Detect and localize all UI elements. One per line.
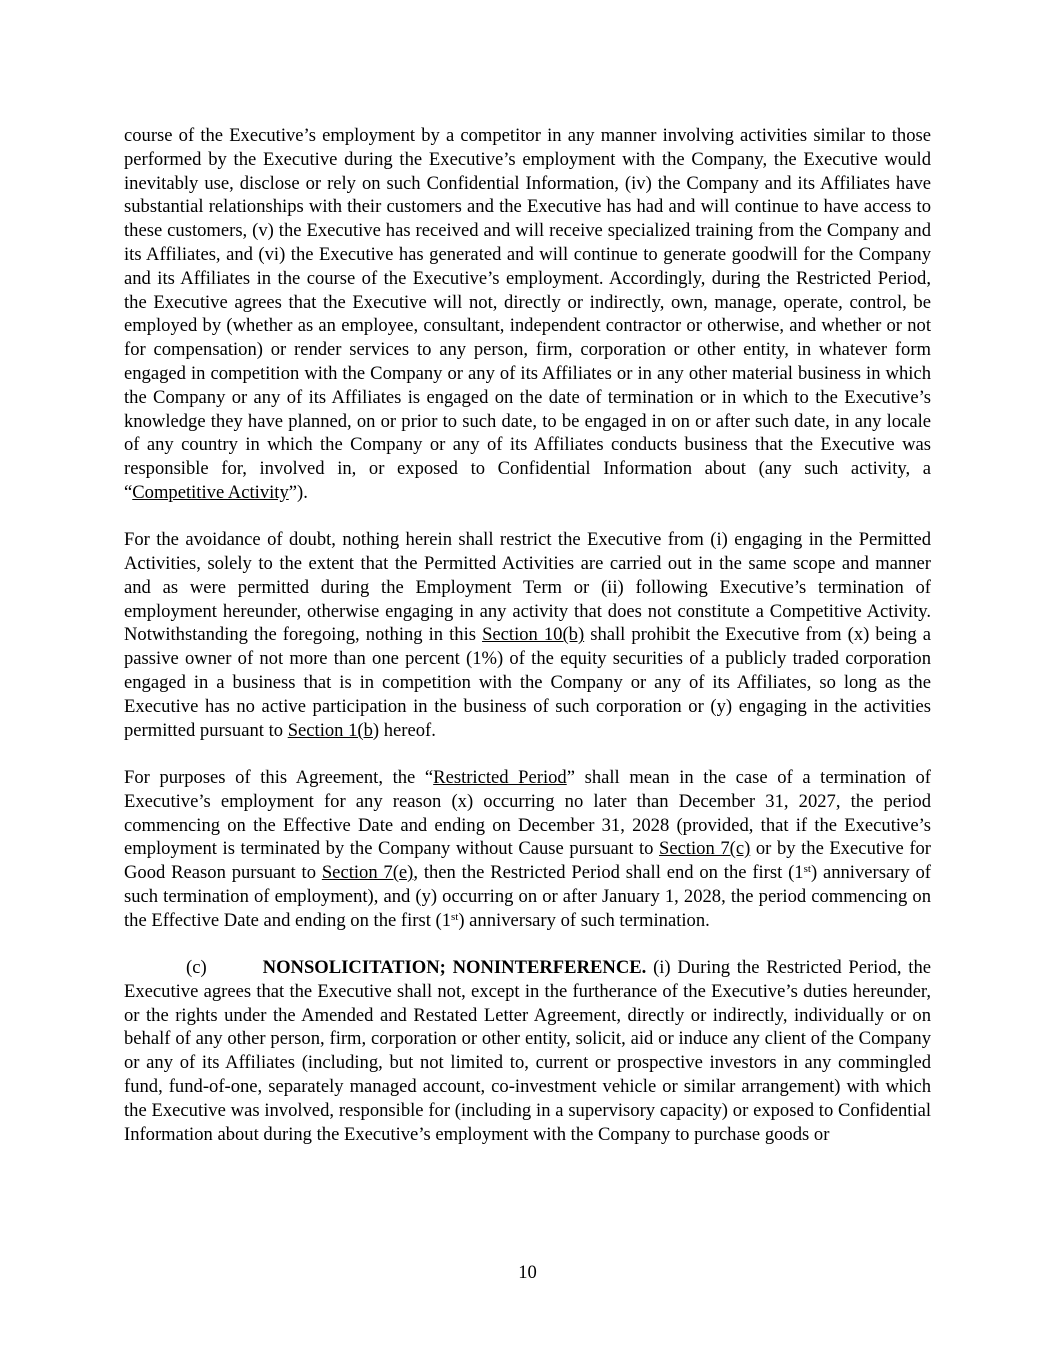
section-label: (c) — [186, 957, 207, 978]
page-number: 10 — [518, 1262, 537, 1283]
paragraph-text: For purposes of this Agreement, the “ — [124, 766, 434, 788]
section-reference-1b: Section 1(b) — [287, 719, 380, 741]
defined-term-restricted-period: Restricted Period — [433, 766, 567, 788]
paragraph-competitive-activity — [124, 124, 931, 505]
ordinal-superscript: st — [451, 910, 459, 923]
defined-term-competitive-activity: Competitive Activity — [132, 481, 289, 503]
section-heading: NONSOLICITATION; NONINTERFERENCE. — [262, 957, 647, 978]
paragraph-text: ”). — [288, 481, 308, 503]
paragraph-text: shall prohibit the Executive from (x) being a passive owner of not more than one percent (1%) of the equity securities of a publicly traded corporation engaged in a business that is in competition with the Company or any of its Affiliates, so long as the Executive has no active participation in the business of such corporation or (y) engaging in the activities permitted pursuant to — [124, 624, 932, 741]
document-page — [124, 124, 931, 1170]
paragraph-text: ) anniversary of such termination. — [458, 909, 710, 931]
paragraph-text: , then the Restricted Period shall end on the first (1 — [413, 862, 804, 884]
paragraph-nonsolicitation — [124, 956, 931, 1146]
paragraph-text: course of the Executive’s employment by a competitor in any manner involving activities similar to those performed by the Executive during the Executive’s employment with the Company, the Executive would inevitably use, disclose or rely on such Confidential Information, (iv) the Company and its Affiliates have substantial relationships with their customers and the Executive has had and will continue to have access to these customers, (v) the Executive has received and will receive specialized training from the Company and its Affiliates, and (vi) the Executive has generated and will continue to generate goodwill for the Company and its Affiliates in the course of the Executive’s employment. Accordingly, during the Restricted Period, the Executive agrees that the Executive will not, directly or indirectly, own, manage, operate, control, be employed by (whether as an employee, consultant, independent contractor or otherwise, and whether or not for compensation) or render services to any person, firm, corporation or other entity, in whatever form engaged in competition with the Company or any of its Affiliates or in any other material business in which the Company or any of its Affiliates is engaged on the date of termination or in which to the Executive’s knowledge they have planned, on or prior to such date, to be engaged in on or after such date, in any locale of any country in which the Company or any of its Affiliates conducts business that the Executive was responsible for, involved in, or exposed to Confidential Information about (any such activity, a “ — [124, 125, 931, 503]
section-reference-7c: Section 7(c) — [659, 838, 751, 860]
paragraph-text: During the Restricted Period, the Executive agrees that the Executive shall not, except in the furtherance of the Executive’s duties hereunder, or the rights under the Amended and Restated Letter Agreement, directly or indirectly, individually or on behalf of any other person, firm, corporation or other entity, solicit, aid or induce any client of the Company or any of its Affiliates (including, but not limited to, current or prospective investors in any commingled fund, fund-of-one, separately managed account, co-investment vehicle or similar arrangement) with which the Executive was involved, responsible for (including in a supervisory capacity) or exposed to Confidential Information about during the Executive’s employment with the Company to purchase goods or — [124, 957, 932, 1145]
paragraph-restricted-period — [124, 766, 931, 933]
paragraph-text: ) anniversary of such termination of employment), and (y) occurring on or after January 1, 2028, the period commencing on the Effective Date and ending on the first (1 — [124, 862, 931, 931]
subsection-label: (i) — [653, 957, 671, 978]
paragraph-text: ” shall mean in the case of a termination of Executive’s employment for any reason (x) occurring no later than December 31, 2027, the period commencing on the Effective Date and ending on December 31, 2028 (provided, that if the Executive’s employment is terminated by the Company without Cause pursuant to — [124, 766, 932, 860]
paragraph-avoidance-of-doubt — [124, 528, 931, 742]
paragraph-text: or by the Executive for Good Reason pursuant to — [124, 838, 931, 884]
paragraph-text: For the avoidance of doubt, nothing herein shall restrict the Executive from (i) engaging in the Permitted Activities, solely to the extent that the Permitted Activities are carried out in the same scope and manner and as were permitted during the Employment Term or (ii) following Executive’s termination of employment hereunder, otherwise engaging in any activity that does not constitute a Competitive Activity. Notwithstanding the foregoing, nothing in this — [124, 529, 931, 646]
section-reference-10b: Section 10(b) — [482, 624, 585, 646]
ordinal-superscript: st — [803, 863, 811, 876]
paragraph-text: hereof. — [379, 719, 436, 741]
section-reference-7e: Section 7(e) — [321, 862, 414, 884]
